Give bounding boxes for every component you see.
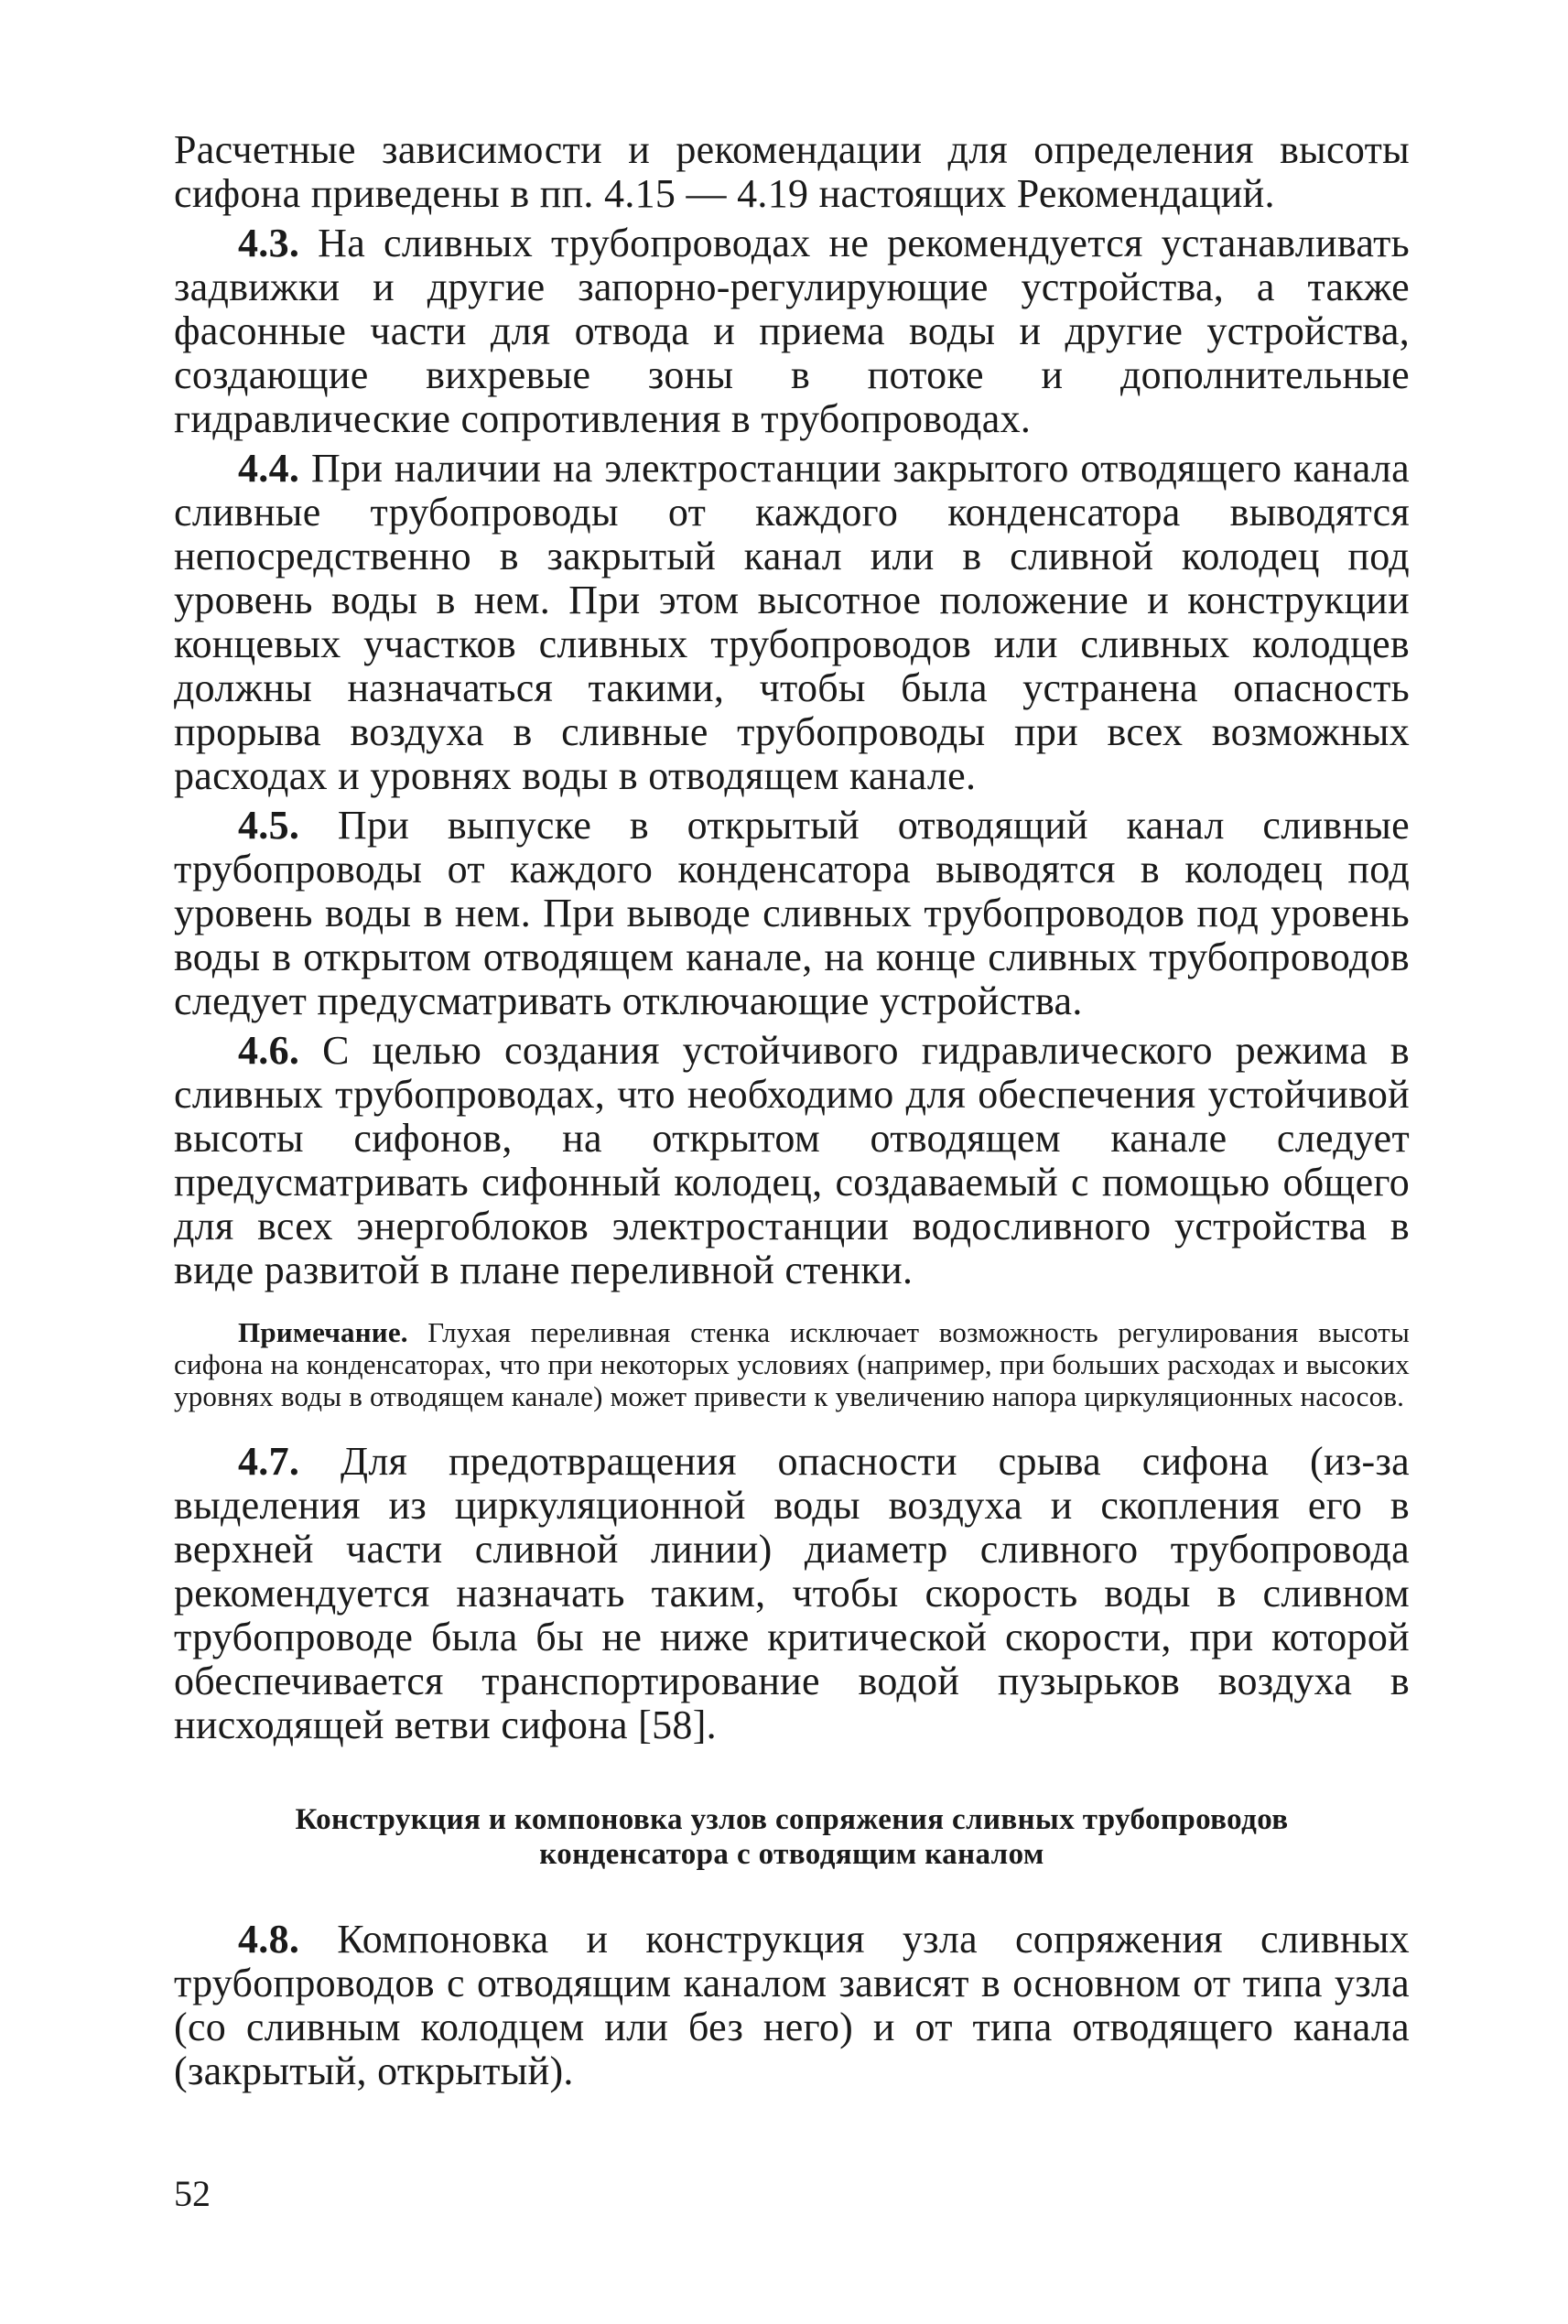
note-paragraph — [174, 1316, 1410, 1412]
paragraph-number: 4.7. — [238, 1439, 300, 1484]
paragraph-4-8 — [174, 1918, 1410, 2093]
page-body — [174, 128, 1410, 2099]
paragraph-4-4 — [174, 447, 1410, 798]
paragraph-4-3 — [174, 222, 1410, 441]
intro-text: Расчетные зависимости и рекомендации для определения высоты сифона приведены в пп. 4.15 — 4.19 настоящих Рекомендаций. — [174, 127, 1410, 216]
paragraph-number: 4.5. — [238, 803, 300, 848]
intro-paragraph — [174, 128, 1410, 216]
paragraph-number: 4.3. — [238, 221, 300, 265]
page-number: 52 — [174, 2173, 211, 2214]
paragraph-text: Для предотвращения опасности срыва сифона (из-за выделения из циркуляционной воды воздуха и скопления его в верхней части сливной линии) диаметр сливного трубопровода рекомендуется назначать таким, чтобы скорость воды в сливном трубопроводе была бы не ниже критической скорости, при которой обеспечивается транспортирование водой пузырьков воздуха в нисходящей ветви сифона [58]. — [174, 1439, 1410, 1747]
paragraph-text: Компоновка и конструкция узла сопряжения сливных трубопроводов с отводящим каналом зависят в основном от типа узла (со сливным колодцем или без него) и от типа отводящего канала (закрытый, открытый). — [174, 1917, 1410, 2093]
paragraph-4-7 — [174, 1440, 1410, 1747]
paragraph-text: С целью создания устойчивого гидравлического режима в сливных трубопроводах, что необходимо для обеспечения устойчивой высоты сифонов, на открытом отводящем канале следует предусматривать сифонный колодец, создаваемый с помощью общего для всех энергоблоков электростанции водосливного устройства в виде развитой в плане переливной стенки. — [174, 1028, 1410, 1292]
paragraph-number: 4.4. — [238, 446, 300, 491]
paragraph-4-6 — [174, 1029, 1410, 1292]
section-heading: Конструкция и компоновка узлов сопряжения сливных трубопроводов конденсатора с отводящим каналом — [295, 1803, 1289, 1871]
paragraph-text: При наличии на электростанции закрытого отводящего канала сливные трубопроводы от каждого конденсатора выводятся непосредственно в закрытый канал или в сливной колодец под уровень воды в нем. При этом высотное положение и конструкции концевых участков сливных трубопроводов или сливных колодцев должны назначаться такими, чтобы была устранена опасность прорыва воздуха в сливные трубопроводы при всех возможных расходах и уровнях воды в отводящем канале. — [174, 446, 1410, 798]
paragraph-text: На сливных трубопроводах не рекомендуется устанавливать задвижки и другие запорно-регулирующие устройства, а также фасонные части для отвода и приема воды и другие устройства, создающие вихревые зоны в потоке и дополнительные гидравлические сопротивления в трубопроводах. — [174, 221, 1410, 441]
paragraph-number: 4.6. — [238, 1028, 300, 1073]
note-text: Глухая переливная стенка исключает возможность регулирования высоты сифона на конденсаторах, что при некоторых условиях (например, при больших расходах и высоких уровнях воды в отводящем канале) может привести к увеличению напора циркуляционных насосов. — [174, 1316, 1410, 1412]
paragraph-4-5 — [174, 804, 1410, 1023]
note-label: Примечание. — [238, 1316, 408, 1348]
paragraph-number: 4.8. — [238, 1917, 300, 1962]
paragraph-text: При выпуске в открытый отводящий канал сливные трубопроводы от каждого конденсатора выводятся в колодец под уровень воды в нем. При выводе сливных трубопроводов под уровень воды в открытом отводящем канале, на конце сливных трубопроводов следует предусматривать отключающие устройства. — [174, 803, 1410, 1023]
